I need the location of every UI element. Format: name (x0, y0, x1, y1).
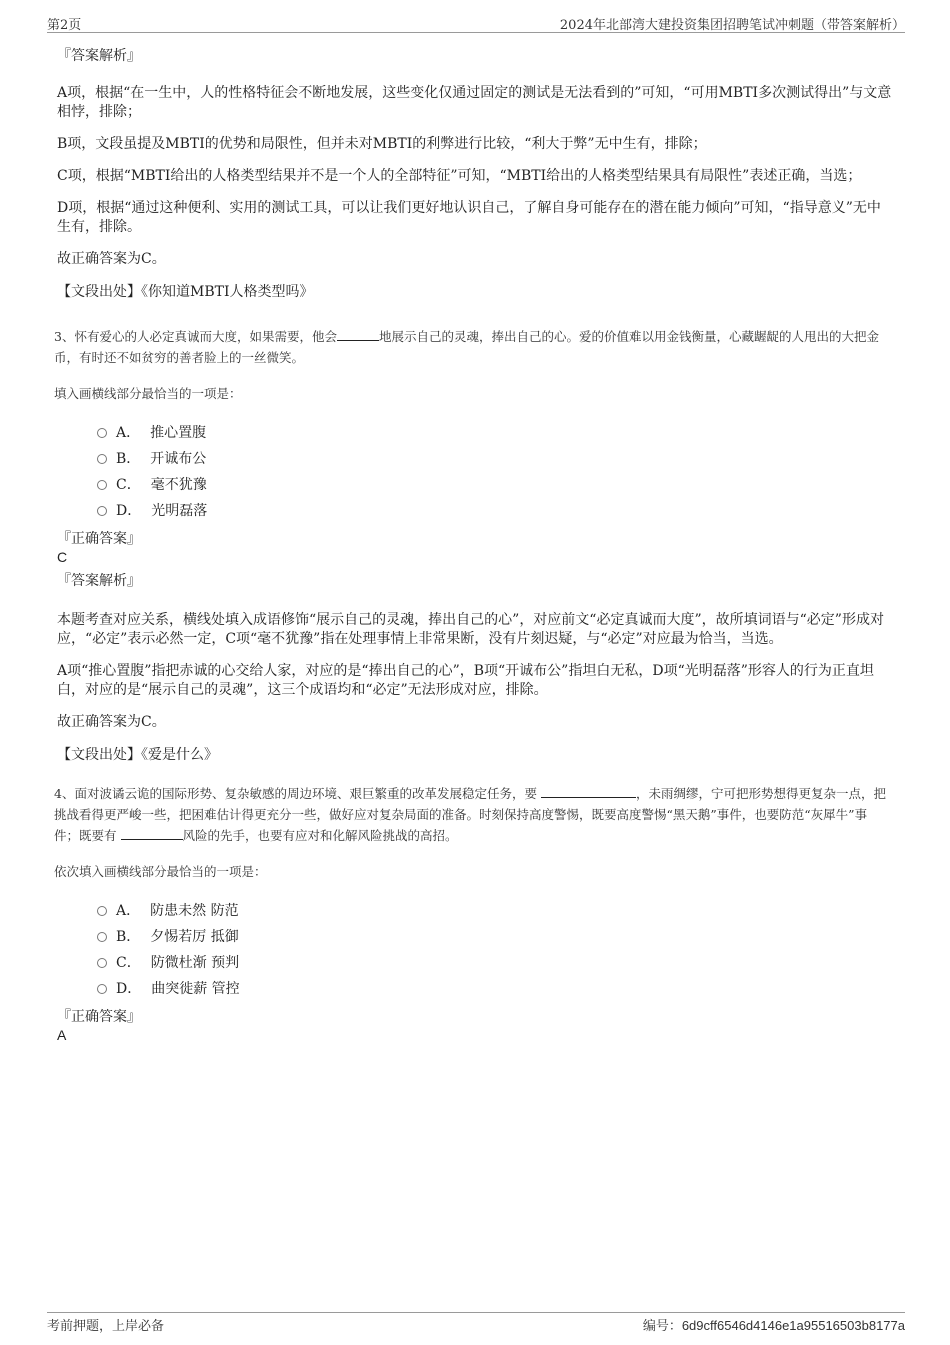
q4-stem-part: 4、面对波谲云诡的国际形势、复杂敏感的周边环境、艰巨繁重的改革发展稳定任务，要 (54, 786, 537, 801)
option-text: 光明磊落 (151, 503, 208, 519)
radio-button-icon[interactable] (97, 932, 107, 942)
document-id-label: 编号： (642, 1319, 682, 1334)
q3-answer-label: 『正确答案』 (57, 531, 141, 547)
page-content (54, 46, 892, 1044)
option-letter: C． (116, 477, 141, 493)
radio-button-icon[interactable] (97, 480, 107, 490)
q4-stem-part: 风险的先手，也要有应对和化解风险挑战的高招。 (182, 828, 458, 843)
q3-stem (54, 326, 892, 368)
page-number: 第2页 (47, 18, 82, 33)
radio-button-icon[interactable] (97, 506, 107, 516)
radio-button-icon[interactable] (97, 984, 107, 994)
option-letter: A． (116, 903, 141, 919)
q3-option-a[interactable] (97, 420, 892, 446)
q2-analysis-para: C项，根据“MBTI给出的人格类型结果并不是一个人的全部特征”可知，“MBTI给出的人格类型结果具有局限性”表述正确，当选； (57, 168, 862, 184)
q2-source: 【文段出处】《你知道MBTI人格类型吗》 (57, 284, 314, 300)
q2-analysis-para: B项，文段虽提及MBTI的优势和局限性，但并未对MBTI的利弊进行比较，“利大于弊”无中生有，排除； (57, 136, 707, 152)
fill-blank (541, 785, 636, 798)
q4-answer: A (57, 1027, 67, 1043)
q2-analysis-para: A项，根据“在一生中，人的性格特征会不断地发展，这些变化仅通过固定的测试是无法看到的”可知，“可用MBTI多次测试得出”与文意相悖，排除； (57, 85, 892, 120)
option-text: 防患未然 防范 (150, 903, 239, 919)
q3-analysis-para: 本题考查对应关系，横线处填入成语修饰“展示自己的灵魂，捧出自己的心”，对应前文“必定真诚而大度”，故所填词语与“必定”形成对应，“必定”表示必然一定，C项“毫不犹豫”指在处理事情上非常果断，没有片刻迟疑，与“必定”对应最为恰当，当选。 (57, 612, 884, 647)
q3-stem-after: 地展示自己的灵魂，捧出自己的心。爱的价值难以用金钱衡量，心藏龌龊的人甩出的大把金币，有时还不如贫穷的善者脸上的一丝微笑。 (54, 329, 879, 365)
q4-options (97, 898, 892, 1002)
radio-button-icon[interactable] (97, 428, 107, 438)
q2-analysis-label: 『答案解析』 (57, 48, 141, 64)
option-text: 毫不犹豫 (150, 477, 207, 493)
q4-stem (54, 783, 892, 846)
fill-blank (121, 827, 183, 840)
q3-option-b[interactable] (97, 446, 892, 472)
q4-prompt: 依次填入画横线部分最恰当的一项是： (54, 864, 267, 879)
q4-option-d[interactable] (97, 976, 892, 1002)
option-text: 推心置腹 (150, 425, 207, 441)
q4-option-b[interactable] (97, 924, 892, 950)
document-title: 2024年北部湾大建投资集团招聘笔试冲刺题（带答案解析） (559, 18, 905, 33)
document-id (643, 1315, 905, 1334)
option-letter: B． (116, 451, 141, 467)
document-id-value: 6d9cff6546d4146e1a95516503b8177a (681, 1318, 905, 1333)
option-text: 防微杜渐 预判 (150, 955, 240, 971)
option-letter: D． (116, 503, 142, 519)
q3-prompt: 填入画横线部分最恰当的一项是： (54, 386, 242, 401)
q4-option-a[interactable] (97, 898, 892, 924)
option-letter: D． (116, 981, 142, 997)
q3-options (97, 420, 892, 524)
option-letter: B． (116, 929, 141, 945)
q3-option-c[interactable] (97, 472, 892, 498)
radio-button-icon[interactable] (97, 958, 107, 968)
footer-slogan: 考前押题，上岸必备 (47, 1319, 165, 1334)
q4-answer-label: 『正确答案』 (57, 1009, 141, 1025)
q3-analysis-label: 『答案解析』 (57, 573, 141, 589)
option-text: 开诚布公 (150, 451, 207, 467)
fill-blank (337, 328, 379, 341)
q4-option-c[interactable] (97, 950, 892, 976)
radio-button-icon[interactable] (97, 454, 107, 464)
q3-source: 【文段出处】《爱是什么》 (57, 747, 218, 763)
page-footer (47, 1312, 905, 1335)
option-letter: A． (116, 425, 141, 441)
option-text: 曲突徙薪 管控 (151, 981, 240, 997)
q4-stem-part: ，未雨绸缪，宁可把形势想得更复杂一点，把挑战看得更严峻一些，把困难估计得更充分一些，做好应对复杂局面的准备。时刻保持高度警惕，既要高度警惕“黑天鹅”事件，也要防范“灰犀牛”事件；既要有 (54, 786, 886, 843)
q3-stem-before: 3、怀有爱心的人必定真诚而大度，如果需要，他会 (54, 329, 337, 344)
radio-button-icon[interactable] (97, 906, 107, 916)
q3-answer: C (57, 549, 68, 565)
option-letter: C． (116, 955, 141, 971)
page-header (47, 14, 905, 33)
q3-analysis-para: A项“推心置腹”指把赤诚的心交给人家，对应的是“捧出自己的心”，B项“开诚布公”指坦白无私，D项“光明磊落”形容人的行为正直坦白，对应的是“展示自己的灵魂”，这三个成语均和“必定”无法形成对应，排除。 (57, 663, 874, 698)
q2-analysis-para: D项，根据“通过这种便利、实用的测试工具，可以让我们更好地认识自己，了解自身可能存在的潜在能力倾向”可知，“指导意义”无中生有，排除。 (57, 200, 881, 235)
q2-conclusion: 故正确答案为C。 (57, 251, 166, 267)
option-text: 夕惕若厉 抵御 (150, 929, 239, 945)
q3-conclusion: 故正确答案为C。 (57, 714, 166, 730)
q3-option-d[interactable] (97, 498, 892, 524)
